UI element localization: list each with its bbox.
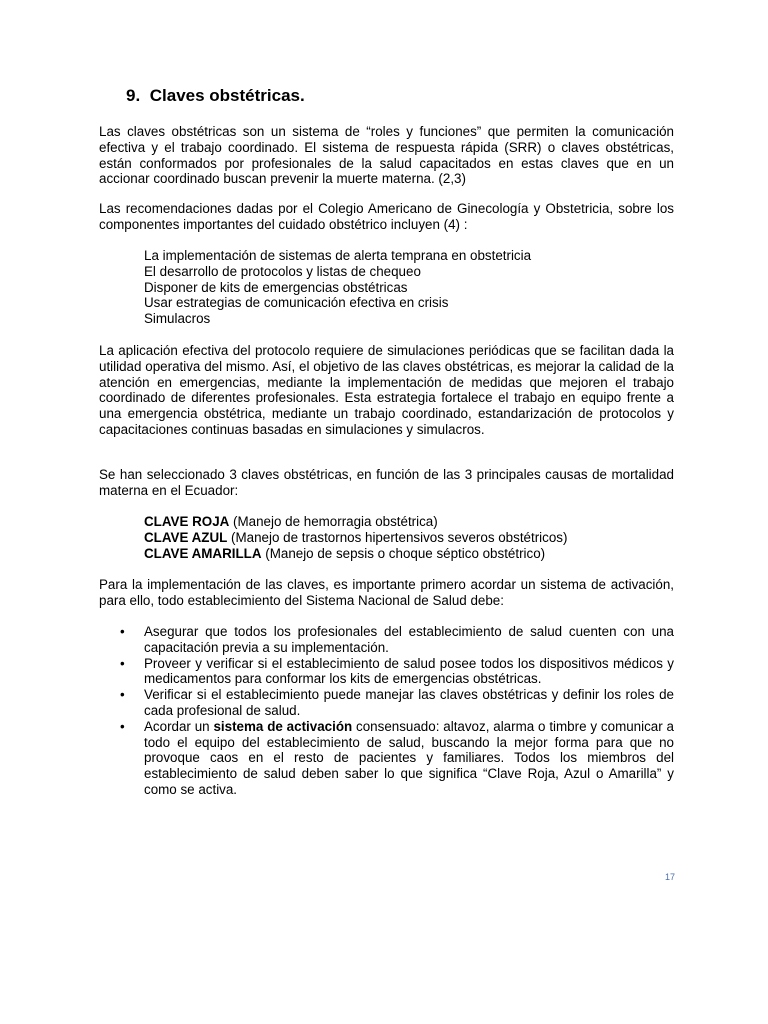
paragraph-selected-keys: Se han seleccionado 3 claves obstétricas, en función de las 3 principales causas de mortalidad materna en el Ecuador:	[99, 467, 674, 498]
key-desc: (Manejo de trastornos hipertensivos severos obstétricos)	[227, 529, 568, 545]
paragraph-protocol: La aplicación efectiva del protocolo requiere de simulaciones periódicas que se facilitan dada la utilidad operativa del mismo. Así, el objetivo de las claves obstétricas, es mejorar la calidad de la atención en emergencias, mediante la implementación de medidas que mejoren el trabajo coordinado de diferentes profesionales. Esta estrategia fortalece el trabajo en equipo frente a una emergencia obstétrica, mediante un trabajo coordinado, estandarización de protocolos y capacitaciones continuas basadas en simulaciones y simulacros.	[99, 343, 674, 437]
key-desc: (Manejo de sepsis o choque séptico obstétrico)	[261, 545, 546, 561]
bullet-text: Proveer y verificar si el establecimiento de salud posee todos los dispositivos médicos y medicamentos para conformar los kits de emergencias obstétricas.	[144, 655, 674, 687]
bullet-text: Verificar si el establecimiento puede manejar las claves obstétricas y definir los roles de cada profesional de salud.	[144, 687, 674, 718]
key-name: CLAVE ROJA	[144, 514, 230, 529]
bullet-item	[99, 624, 674, 656]
list-item: El desarrollo de protocolos y listas de chequeo	[144, 263, 421, 279]
bullet-item	[99, 687, 674, 719]
list-item: Usar estrategias de comunicación efectiva en crisis	[144, 295, 449, 311]
key-name: CLAVE AMARILLA	[144, 545, 262, 561]
key-item-red	[144, 514, 567, 530]
section-title-text: Claves obstétricas.	[149, 86, 305, 105]
section-title	[126, 86, 305, 106]
key-name: CLAVE AZUL	[144, 529, 228, 545]
bullet-item	[99, 719, 674, 798]
paragraph-recommendations: Las recomendaciones dadas por el Colegio Americano de Ginecología y Obstetricia, sobre los componentes importantes del cuidado obstétrico incluyen (4) :	[99, 201, 674, 232]
activation-bullet-list	[99, 624, 674, 798]
bullet-text-post: consensuado: altavoz, alarma o timbre y comunicar a todo el equipo del establecimiento de salud, buscando la mejor forma para que no provoque caos en el resto de pacientes y familiares. Todos los miembros del establecimiento de salud deben saber lo que significa “Clave Roja, Azul o Amarilla” y como se activa.	[144, 718, 674, 797]
paragraph-intro: Las claves obstétricas son un sistema de “roles y funciones” que permiten la comunicación efectiva y el trabajo coordinado. El sistema de respuesta rápida (SRR) o claves obstétricas, están conformados por profesionales de la salud capacitados en estas claves que en un accionar coordinado buscan prevenir la muerte materna. (2,3)	[99, 124, 674, 187]
bullet-icon: •	[120, 718, 125, 734]
components-list	[144, 248, 531, 327]
list-item: Disponer de kits de emergencias obstétricas	[144, 279, 408, 295]
bullet-text-bold: sistema de activación	[213, 718, 353, 734]
paragraph-activation: Para la implementación de las claves, es importante primero acordar un sistema de activación, para ello, todo establecimiento del Sistema Nacional de Salud debe:	[99, 577, 674, 608]
bullet-item	[99, 656, 674, 688]
bullet-icon: •	[120, 624, 125, 639]
key-item-blue	[144, 530, 567, 546]
bullet-icon: •	[120, 655, 125, 671]
bullet-text-pre: Acordar un	[144, 718, 214, 734]
keys-list	[144, 514, 567, 561]
list-item: Simulacros	[144, 311, 211, 327]
key-item-yellow	[144, 546, 567, 562]
bullet-text: Asegurar que todos los profesionales del establecimiento de salud cuenten con una capacitación previa a su implementación.	[144, 624, 674, 655]
page-number: 17	[665, 872, 676, 882]
list-item: La implementación de sistemas de alerta temprana en obstetricia	[144, 248, 532, 263]
key-desc: (Manejo de hemorragia obstétrica)	[229, 514, 438, 529]
section-number: 9.	[126, 86, 141, 105]
bullet-icon: •	[120, 687, 125, 703]
